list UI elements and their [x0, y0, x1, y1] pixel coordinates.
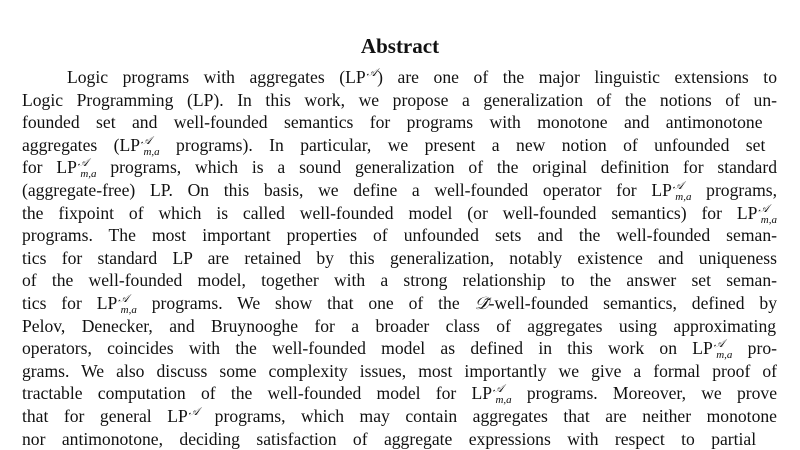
text-segment: -well-founded semantics, defined by [488, 292, 778, 313]
text-segment: programs, [691, 179, 777, 200]
math-subscript: m,a [675, 190, 692, 203]
abstract-line [22, 315, 777, 338]
text-segment: of the well-founded model, together with a strong relationship to the answer set seman- [22, 270, 777, 291]
abstract-line [22, 179, 777, 202]
math-superscript: 𝒜 [758, 202, 769, 215]
math-lp-aggregate [119, 134, 159, 160]
math-base: LP [56, 157, 77, 178]
text-segment: programs. We show that one of the [136, 292, 475, 313]
math-lp-aggregate [97, 292, 137, 318]
math-base: LP [119, 134, 141, 155]
text-segment: programs). In particular, we present a new notion of unfounded set [159, 134, 766, 155]
text-segment: programs, which is a sound generalization of the original definition for standard [96, 157, 777, 178]
math-subscript: m,a [143, 145, 160, 158]
text-segment: programs. Moreover, we prove [511, 383, 777, 404]
text-segment: founded set and well-founded semantics for programs with monotone and antimonotone [22, 112, 763, 133]
text-segment: aggregates ( [22, 134, 120, 155]
abstract-line [22, 337, 777, 360]
math-lp-aggregate [737, 202, 777, 228]
math-superscript: 𝒜 [713, 338, 725, 351]
math-d-tilde: 𝒟̃ [474, 292, 489, 313]
text-segment: programs, which may contain aggregates that are neither monotone [199, 405, 777, 426]
abstract-line [22, 111, 777, 134]
math-base: LP [96, 292, 118, 313]
math-lp-aggregate [345, 66, 377, 92]
abstract-line [22, 202, 777, 225]
text-segment: tics for standard LP are retained by this generalization, notably existence and uniqueness [22, 247, 777, 268]
math-subscript: m,a [716, 349, 733, 362]
math-base: LP [651, 179, 672, 200]
math-superscript: 𝒜 [141, 134, 152, 147]
math-subscript: m,a [495, 394, 512, 407]
text-segment: for [22, 157, 57, 178]
math-lp-aggregate [651, 179, 691, 205]
math-subscript: m,a [120, 303, 137, 316]
text-segment: the fixpoint of which is called well-founded model (or well-founded semantics) for [22, 202, 737, 223]
math-lp-aggregate [167, 405, 199, 431]
abstract-line [22, 247, 777, 270]
math-subscript: m,a [760, 213, 777, 226]
text-segment: Logic programs with aggregates ( [67, 67, 346, 87]
abstract-line [22, 269, 777, 292]
abstract-line [22, 134, 777, 157]
abstract-line [22, 360, 777, 383]
text-segment: Pelov, Denecker, and Bruynooghe for a broader class of aggregates using approximating [22, 315, 777, 336]
text-segment: programs. The most important properties of unfounded sets and the well-founded seman- [22, 225, 777, 246]
math-superscript: 𝒜 [188, 405, 200, 418]
math-base: LP [736, 202, 758, 223]
text-segment: ) are one of the major linguistic extensions to [377, 67, 777, 87]
math-superscript: 𝒜 [366, 67, 378, 79]
math-lp-aggregate [56, 156, 96, 182]
math-superscript: 𝒜 [672, 179, 684, 192]
text-segment: Logic Programming (LP). In this work, we propose a generalization of the notions of un- [22, 89, 777, 110]
abstract-line [22, 89, 777, 112]
text-segment: tractable computation of the well-founded model for [22, 383, 472, 404]
abstract-line [22, 156, 777, 179]
abstract-line [22, 292, 777, 315]
math-base: LP [345, 67, 366, 87]
text-segment: that for general [22, 405, 168, 426]
math-base: LP [167, 405, 188, 426]
math-superscript: 𝒜 [118, 292, 129, 305]
abstract-line [22, 405, 777, 428]
math-base: LP [692, 338, 713, 359]
math-superscript: 𝒜 [493, 383, 504, 396]
abstract-line [22, 382, 777, 405]
math-lp-aggregate [471, 382, 511, 408]
text-segment: (aggregate-free) LP. On this basis, we define a well-founded operator for [22, 179, 652, 200]
abstract-line [22, 224, 777, 247]
text-segment: nor antimonotone, deciding satisfaction of aggregate expressions with respect to partial [22, 428, 757, 449]
text-segment: operators, coincides with the well-founded model as defined in this work on [22, 338, 693, 359]
abstract-line [22, 66, 777, 89]
math-subscript: m,a [80, 168, 97, 181]
abstract-heading: Abstract [360, 34, 440, 58]
abstract-line [22, 428, 777, 450]
text-segment: pro- [732, 338, 777, 359]
text-segment: grams. We also discuss some complexity issues, most importantly we give a formal proof of [22, 360, 777, 381]
math-lp-aggregate [692, 337, 732, 363]
text-segment: tics for [22, 292, 97, 313]
abstract-body [22, 66, 777, 450]
math-base: LP [471, 383, 493, 404]
math-superscript: 𝒜 [77, 157, 89, 170]
